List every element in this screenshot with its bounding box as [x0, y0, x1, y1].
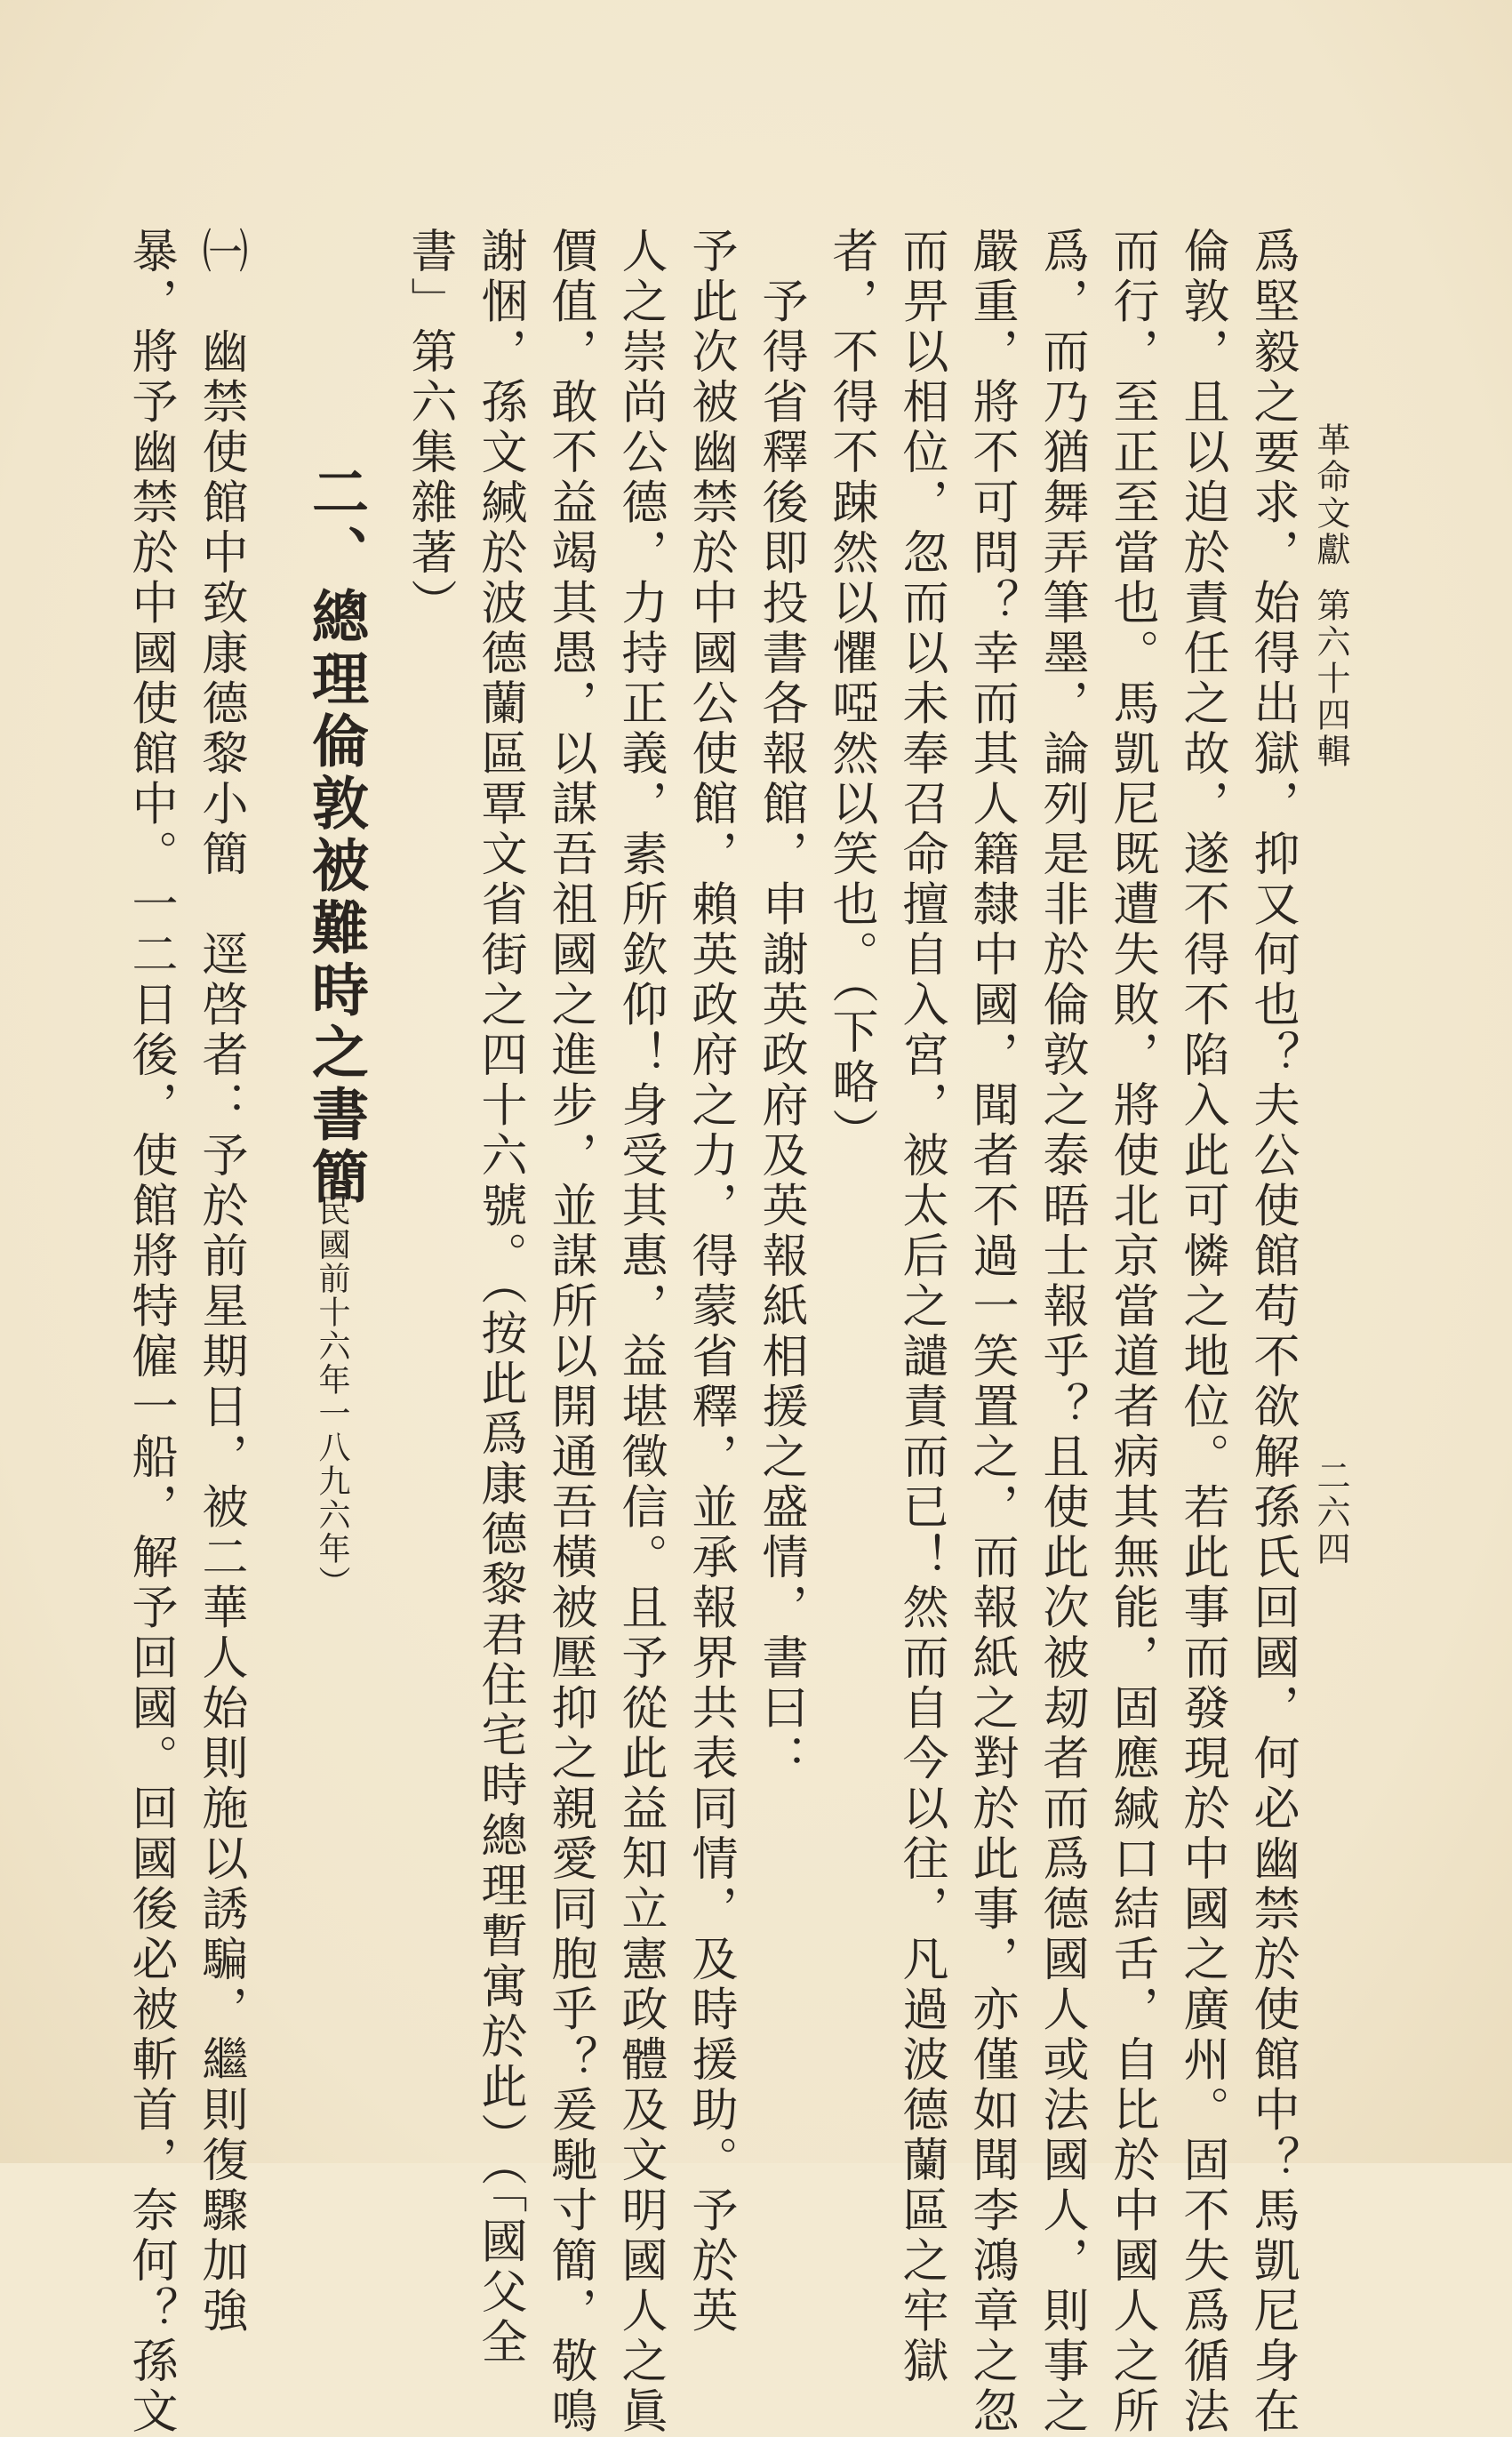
running-header	[1307, 422, 1356, 770]
body-column: 而行，至正至當也。馬凱尼既遭失敗，將使北京當道者病其無能，固應緘口結舌，自比於中國人之所	[1105, 227, 1158, 2437]
series-title: 革命文獻	[1311, 422, 1350, 568]
body-column: 而畀以相位，忽而以未奉召命擅自入宮，被太后之譴責而已！然而自今以往，凡過波德蘭區之牢獄	[894, 227, 948, 2387]
body-column: 予得省釋後即投書各報館，申謝英政府及英報紙相援之盛情，書曰：	[754, 227, 807, 1784]
body-column: 人之崇尚公德，力持正義，素所欽仰！身受其惠，益堪徵信。且予從此益知立憲政體及文明國人之眞	[613, 227, 667, 2437]
body-column: 書」第六集雜著）	[403, 227, 456, 629]
body-column: 謝悃，孫文緘於波德蘭區覃文省街之四十六號。（按此爲康德黎君住宅時總理暫寓於此）（「國父全	[473, 227, 526, 2368]
section-date: （民國前十六年一八九六年）	[314, 1160, 350, 1599]
section-title: 二、總理倫敦被難時之書簡	[302, 462, 369, 1209]
page-number: 二六四	[1311, 1458, 1350, 1567]
subsection-column: ㈠ 幽禁使館中致康德黎小簡 逕啓者：予於前星期日，被二華人始則施以誘騙，繼則復驟加強	[194, 227, 247, 2337]
body-column: 爲，而乃猶舞弄筆墨，論列是非於倫敦之泰晤士報乎？且使此次被刼者而爲德國人或法國人，則事之	[1035, 227, 1088, 2437]
body-column: 者，不得不踈然以懼啞然以笑也。（下略）	[824, 227, 877, 1158]
body-column: 予此次被幽禁於中國公使館，賴英政府之力，得蒙省釋，並承報界共表同情，及時援助。予於英	[684, 227, 737, 2337]
volume-number: 第六十四輯	[1311, 588, 1350, 770]
body-column: 嚴重，將不可問？幸而其人籍隸中國，聞者不過一笑置之，而報紙之對於此事，亦僅如聞李鴻章之忽	[964, 227, 1018, 2437]
body-column: 爲堅毅之要求，始得出獄，抑又何也？夫公使館苟不欲解孫氏回國，何必幽禁於使館中？馬凱尼身在	[1245, 227, 1299, 2437]
subsection-column: 暴，將予幽禁於中國使館中。一二日後，使館將特僱一船，解予回國。回國後必被斬首，奈何？孫文	[124, 227, 177, 2437]
body-column: 倫敦，且以迫於責任之故，遂不得不陷入此可憐之地位。若此事而發現於中國之廣州。固不失爲循法	[1175, 227, 1228, 2437]
body-column: 價值，敢不益竭其愚，以謀吾祖國之進步，並謀所以開通吾橫被壓抑之親愛同胞乎？爰馳寸簡，敬鳴	[543, 227, 596, 2437]
